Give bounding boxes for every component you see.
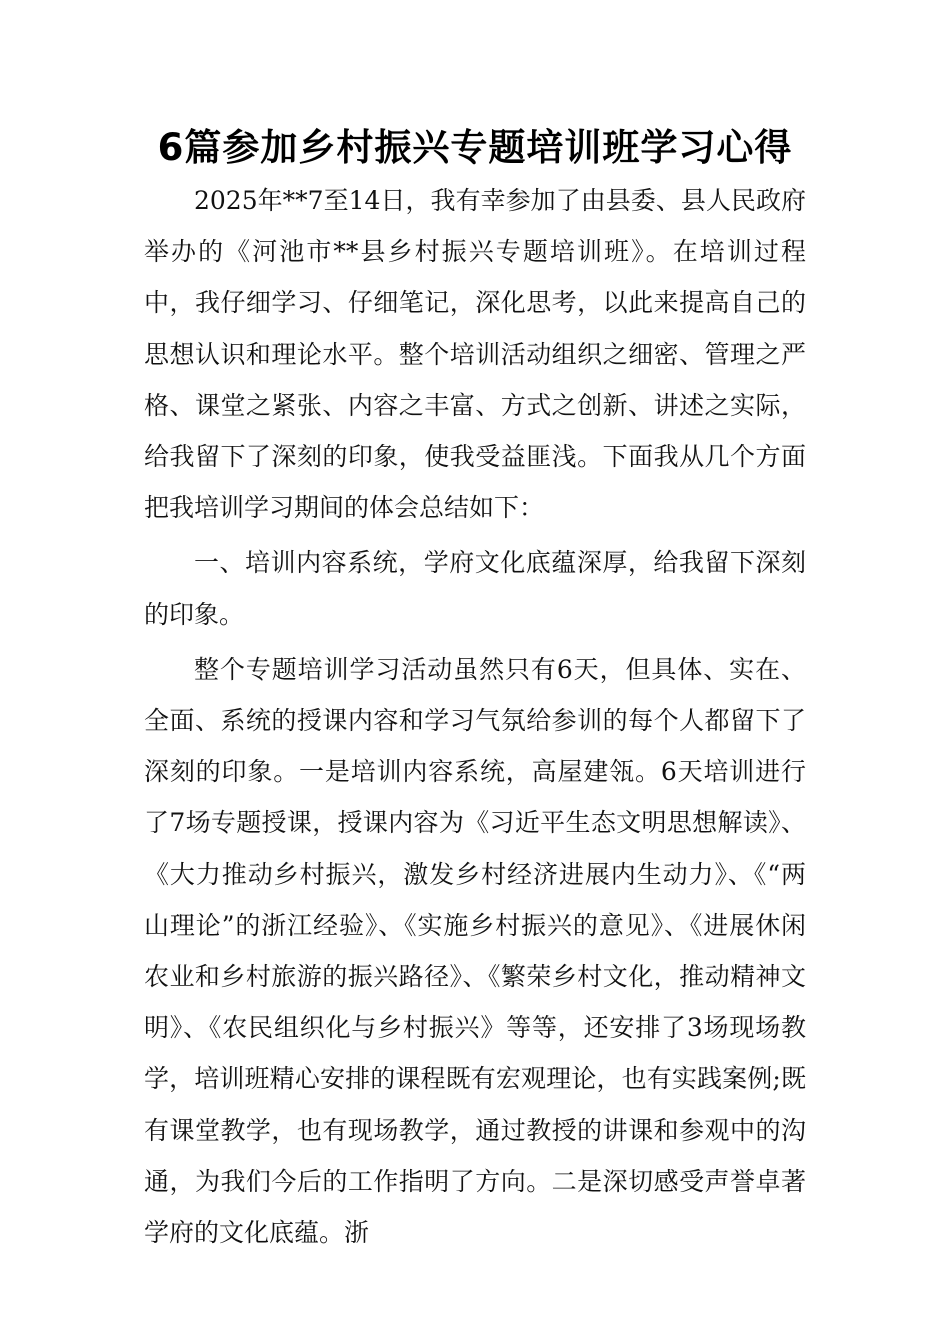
paragraph-intro: 2025年**7至14日，我有幸参加了由县委、县人民政府举办的《河池市**县乡村振兴专题培训班》。在培训过程中，我仔细学习、仔细笔记，深化思考，以此来提高自己的思想认识和理论水平。整个培训活动组织之细密、管理之严格、课堂之紧张、内容之丰富、方式之创新、讲述之实际，给我留下了深刻的印象，使我受益匪浅。下面我从几个方面把我培训学习期间的体会总结如下： xyxy=(144,186,806,523)
paragraph-training-content: 整个专题培训学习活动虽然只有6天，但具体、实在、全面、系统的授课内容和学习气氛给参训的每个人都留下了深刻的印象。一是培训内容系统，高屋建瓴。6天培训进行了7场专题授课，授课内容为《习近平生态文明思想解读》、《大力推动乡村振兴，激发乡村经济进展内生动力》、《“两山理论”的浙江经验》、《实施乡村振兴的意见》、《进展休闲农业和乡村旅游的振兴路径》、《繁荣乡村文化，推动精神文明》、《农民组织化与乡村振兴》等等，还安排了3场现场教学，培训班精心安排的课程既有宏观理论，也有实践案例;既有课堂教学，也有现场教学，通过教授的讲课和参观中的沟通，为我们今后的工作指明了方向。二是深切感受声誉卓著学府的文化底蕴。浙 xyxy=(144,654,806,1248)
paragraph-section-heading: 一、培训内容系统，学府文化底蕴深厚，给我留下深刻的印象。 xyxy=(144,548,806,629)
document-title: 6篇参加乡村振兴专题培训班学习心得 xyxy=(157,126,793,169)
document-body xyxy=(144,175,806,1258)
